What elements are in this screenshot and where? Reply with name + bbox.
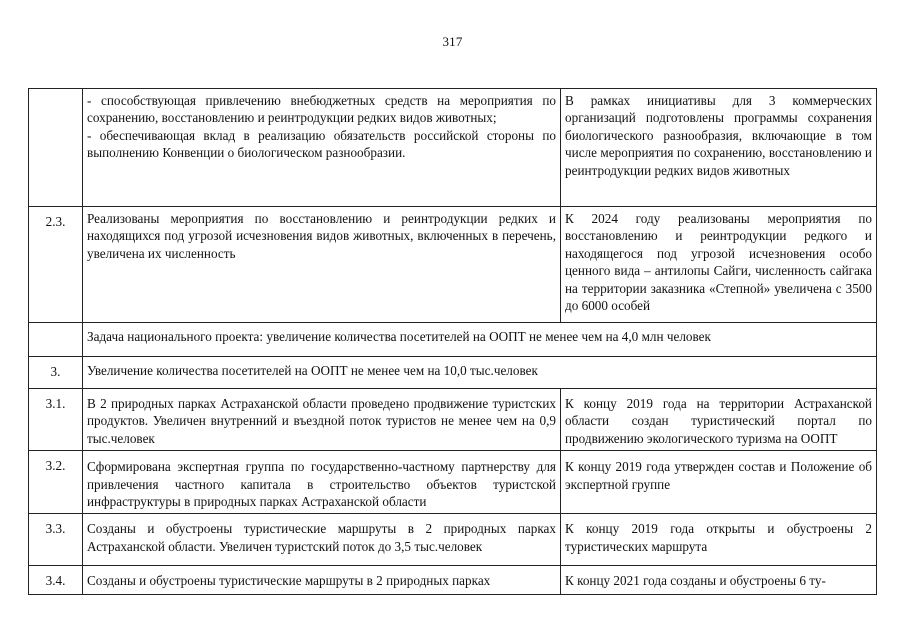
result-paragraph: - обеспечивающая вклад в реализацию обязательств российской стороны по выполнению Конвенции о биологическом разнообразии. [87,127,556,161]
result-cell: Созданы и обустроены туристические маршруты в 2 природных парках [83,566,561,595]
goal-heading-cell: Увеличение количества посетителей на ООПТ не менее чем на 10,0 тыс.человек [83,357,877,389]
characteristic-cell: К концу 2019 года открыты и обустроены 2 туристических маршрута [561,514,877,566]
row-number-cell: 3.4. [29,566,83,595]
table-row [29,566,877,595]
table-row [29,89,877,207]
row-number-cell [29,89,83,207]
characteristic-cell: К 2024 году реализованы мероприятия по восстановлению и реинтродукции редкого и находящегося под угрозой исчезновения особо ценного вида – антилопы Сайги, численность сайгака на территории заказника «Степной» увеличена с 3500 до 6000 особей [561,207,877,323]
result-cell: В 2 природных парках Астраханской области проведено продвижение туристских продуктов. Увеличен внутренний и въездной поток туристов не менее чем на 0,9 тыс.человек [83,389,561,451]
row-number-cell: 3.1. [29,389,83,451]
result-cell: Сформирована экспертная группа по государственно-частному партнерству для привлечения частного капитала в строительство объектов туристской инфраструктуры в природных парках Астраханской области [83,451,561,514]
result-cell: Созданы и обустроены туристические маршруты в 2 природных парках Астраханской области. Увеличен туристский поток до 3,5 тыс.человек [83,514,561,566]
row-number-cell [29,323,83,357]
table-row [29,357,877,389]
task-heading-cell: Задача национального проекта: увеличение количества посетителей на ООПТ не менее чем на 4,0 млн человек [83,323,877,357]
characteristic-cell: В рамках инициативы для 3 коммерческих организаций подготовлены программы сохранения биологического разнообразия, включающие в том числе мероприятия по сохранению, восстановлению и реинтродукции редких видов животных [561,89,877,207]
measures-table [28,88,877,595]
row-number-cell: 3. [29,357,83,389]
row-number-cell: 3.2. [29,451,83,514]
table-row [29,207,877,323]
table-row [29,389,877,451]
table-row [29,451,877,514]
characteristic-cell: К концу 2021 года созданы и обустроены 6 ту- [561,566,877,595]
result-paragraph: - способствующая привлечению внебюджетных средств на мероприятия по сохранению, восстановлению и реинтродукции редких видов животных; [87,93,556,126]
page-number: 317 [442,34,463,49]
row-number-cell: 3.3. [29,514,83,566]
characteristic-cell: К концу 2019 года на территории Астраханской области создан туристический портал по продвижению экологического туризма на ООПТ [561,389,877,451]
result-cell: Реализованы мероприятия по восстановлению и реинтродукции редких и находящихся под угрозой исчезновения видов животных, включенных в перечень, увеличена их численность [83,207,561,323]
table-row [29,514,877,566]
characteristic-cell: К концу 2019 года утвержден состав и Положение об экспертной группе [561,451,877,514]
table-row [29,323,877,357]
result-cell [83,89,561,207]
row-number-cell: 2.3. [29,207,83,323]
